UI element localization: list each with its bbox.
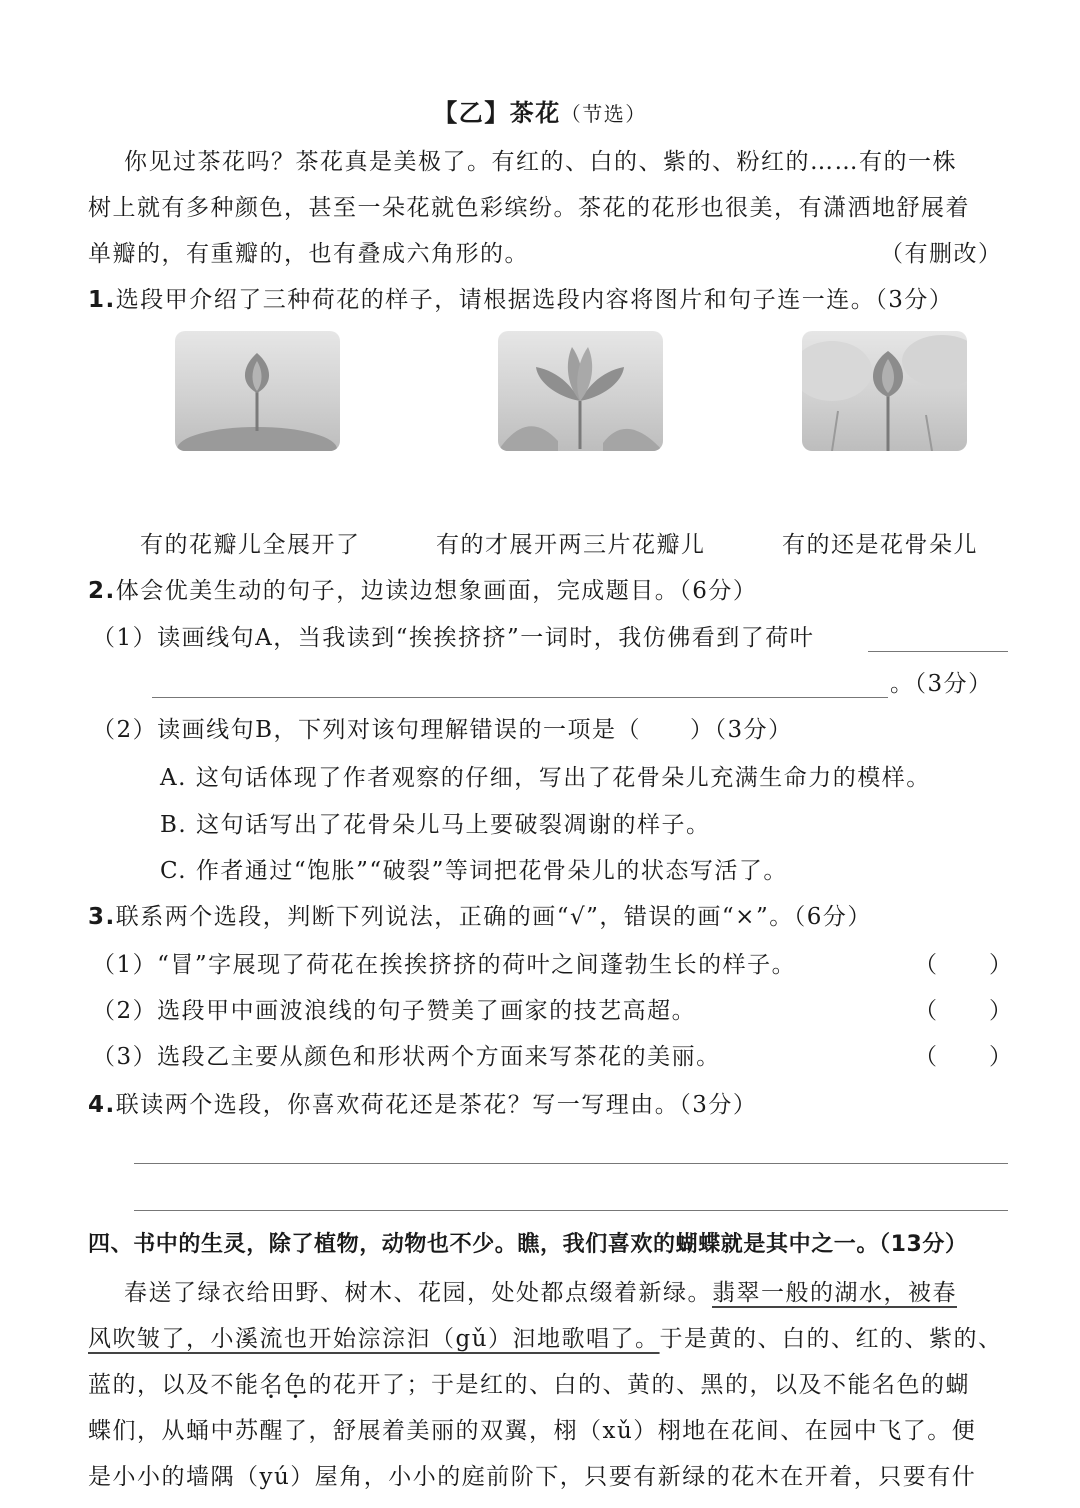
question-1-number: 1.	[88, 287, 116, 313]
option-b[interactable]: B. 这句话写出了花骨朵儿马上要破裂凋谢的样子。	[160, 812, 711, 838]
lotus-image-1[interactable]	[175, 331, 340, 451]
question-3-text: 联系两个选段，判断下列说法，正确的画“√”，错误的画“×”。（6分）	[115, 904, 872, 930]
option-c[interactable]: C. 作者通过“饱胀”“破裂”等词把花骨朵儿的状态写活了。	[160, 858, 788, 884]
question-2-text: 体会优美生动的句子，边读边想象画面，完成题目。（6分）	[115, 578, 758, 604]
answer-line-4-2[interactable]	[134, 1210, 1008, 1211]
question-2	[88, 574, 757, 608]
answer-paren-3-2[interactable]: （ ）	[914, 998, 1014, 1024]
emphasis-char-1: 名	[259, 1372, 284, 1398]
answer-blank-2-1a[interactable]	[868, 651, 1008, 652]
section-4-para-line-3	[88, 1368, 970, 1402]
para-line-3-text-b: 的花开了；于是红的、白的、黄的、黑的，以及不能名色的蝴	[308, 1372, 970, 1398]
emphasis-char-2: 色	[284, 1372, 309, 1398]
question-3-number: 3.	[88, 904, 116, 930]
question-2-sub-1: （1）读画线句A，当我读到“挨挨挤挤”一词时，我仿佛看到了荷叶	[92, 625, 815, 651]
question-1	[88, 283, 953, 317]
section-b-para-line-2: 树上就有多种颜色，甚至一朵花就色彩缤纷。茶花的花形也很美，有潇洒地舒展着	[88, 195, 970, 221]
question-2-number: 2.	[88, 578, 116, 604]
underlined-sentence-a-start: 翡翠一般的湖水，被春	[712, 1280, 957, 1306]
lotus-bud-on-leaf-icon	[175, 331, 340, 451]
question-3-item-3: （3）选段乙主要从颜色和形状两个方面来写茶花的美丽。	[92, 1044, 721, 1070]
question-3	[88, 900, 872, 934]
answer-paren-3-3[interactable]: （ ）	[914, 1044, 1014, 1070]
question-2-sub-1-end: 。（3分）	[890, 671, 993, 697]
question-4-text: 联读两个选段，你喜欢荷花还是茶花？写一写理由。（3分）	[115, 1092, 758, 1118]
answer-line-4-1[interactable]	[134, 1163, 1008, 1164]
section-4-heading: 四、书中的生灵，除了植物，动物也不少。瞧，我们喜欢的蝴蝶就是其中之一。（13分）	[88, 1232, 968, 1257]
question-1-text: 选段甲介绍了三种荷花的样子，请根据选段内容将图片和句子连一连。（3分）	[115, 287, 954, 313]
answer-blank-2-1b[interactable]	[152, 697, 888, 698]
caption-2: 有的才展开两三片花瓣儿	[436, 532, 706, 558]
lotus-bud-icon	[802, 331, 967, 451]
section-b-title	[0, 96, 1080, 131]
source-note: （有删改）	[880, 241, 1003, 267]
section-4-para-line-1	[124, 1276, 957, 1310]
lotus-open-flower-icon	[498, 331, 663, 451]
section-b-para-line-1: 你见过茶花吗？茶花真是美极了。有红的、白的、紫的、粉红的……有的一株	[124, 149, 957, 175]
question-4-number: 4.	[88, 1092, 116, 1118]
question-3-item-2: （2）选段甲中画波浪线的句子赞美了画家的技艺高超。	[92, 998, 697, 1024]
section-b-title-text: 【乙】茶花	[433, 99, 561, 127]
option-a[interactable]: A. 这句话体现了作者观察的仔细，写出了花骨朵儿充满生命力的模样。	[160, 765, 931, 791]
section-4-para-line-5: 是小小的墙隅（yú）屋角，小小的庭前阶下，只要有新绿的花木在开着，只要有什	[88, 1464, 977, 1490]
question-4	[88, 1088, 757, 1122]
lotus-image-3[interactable]	[802, 331, 967, 451]
section-b-para-line-3: 单瓣的，有重瓣的，也有叠成六角形的。	[88, 241, 529, 267]
section-b-subtitle: （节选）	[560, 102, 647, 126]
para-line-3-text-a: 蓝的，以及不能	[88, 1372, 260, 1398]
caption-3: 有的还是花骨朵儿	[782, 532, 978, 558]
question-2-sub-2: （2）读画线句B，下列对该句理解错误的一项是（ ）（3分）	[92, 717, 793, 743]
para-line-1-text-a: 春送了绿衣给田野、树木、花园，处处都点缀着新绿。	[124, 1280, 712, 1306]
para-line-2-text-b: 于是黄的、白的、红的、紫的、	[659, 1326, 1003, 1352]
question-3-item-1: （1）“冒”字展现了荷花在挨挨挤挤的荷叶之间蓬勃生长的样子。	[92, 952, 797, 978]
caption-1: 有的花瓣儿全展开了	[140, 532, 361, 558]
section-4-para-line-4: 蝶们，从蛹中苏醒了，舒展着美丽的双翼，栩（xǔ）栩地在花间、在园中飞了。便	[88, 1418, 977, 1444]
lotus-image-2[interactable]	[498, 331, 663, 451]
underlined-sentence-a-end: 风吹皱了，小溪流也开始淙淙汩（gǔ）汩地歌唱了。	[88, 1326, 660, 1352]
answer-paren-3-1[interactable]: （ ）	[914, 952, 1014, 978]
section-4-para-line-2	[88, 1322, 1003, 1356]
